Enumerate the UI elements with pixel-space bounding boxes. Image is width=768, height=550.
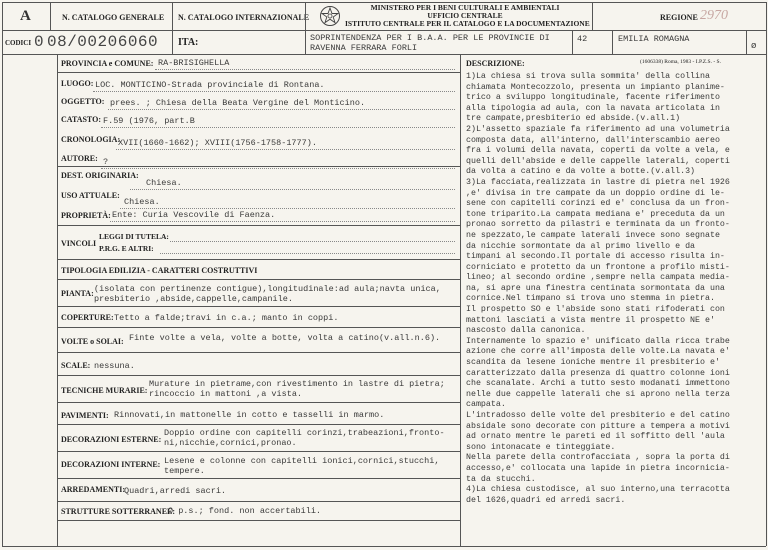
tecniche-line <box>57 402 460 403</box>
dec-interne-label: DECORAZIONI INTERNE: <box>61 460 161 469</box>
proprieta-label: PROPRIETÀ: <box>61 211 111 220</box>
dec-esterne-label: DECORAZIONI ESTERNE: <box>61 435 162 444</box>
descrizione-line: timpani al secondo.Il portale di accesso risulta in- <box>466 252 725 262</box>
descrizione-line: na, si apre una finestra centinata sormontata da una <box>466 283 725 293</box>
tipologia-heading: TIPOLOGIA EDILIZIA - CARATTERI COSTRUTTIVI <box>61 266 258 275</box>
descrizione-line: caratterizzato dalla presenza di quattro colonne ioni <box>466 368 730 378</box>
cronologia-label: CRONOLOGIA: <box>61 135 121 144</box>
autore-label: AUTORE: <box>61 154 98 163</box>
descrizione-line: del 1626,quadri ed arredi sacri. <box>466 495 626 505</box>
descrizione-line: Il prospetto SO e l'abside sono stati rifoderati con <box>466 305 725 315</box>
row2-divider-4 <box>612 30 613 54</box>
arredamenti-value: Quadri,arredi sacri. <box>124 486 227 496</box>
codici-prefix: 0 <box>34 33 44 51</box>
descrizione-line: trico a sviluppo longitudinale, facente riferimento <box>466 93 720 103</box>
provincia-rule <box>155 69 455 70</box>
frame-right <box>766 2 767 546</box>
proprieta-value: Ente: Curia Vescovile di Faenza. <box>112 210 276 220</box>
scale-line <box>57 375 460 376</box>
soprintendenza-line-1: SOPRINTENDENZA PER I B.A.A. PER LE PROVINCIE DI <box>310 33 550 43</box>
descrizione-line: azione che corre all'imposta delle volte.La navata e' <box>466 347 730 357</box>
luogo-rule <box>93 91 455 92</box>
dest-originaria-value: Chiesa. <box>146 178 182 188</box>
header-divider-3 <box>305 2 306 30</box>
row2-bottom-line <box>2 54 766 55</box>
catasto-label: CATASTO: <box>61 115 102 124</box>
header-divider-2 <box>172 2 173 30</box>
descrizione-label: DESCRIZIONE: <box>466 59 525 68</box>
descrizione-line: 1)La chiesa si trova sulla sommita' della collina <box>466 72 710 81</box>
row2-divider-3 <box>572 30 573 54</box>
volte-line <box>57 352 460 353</box>
descrizione-line: chiamata Montecozzolo, presenta un impianto planime- <box>466 82 725 92</box>
descrizione-line: nascosto dalla canonica. <box>466 326 586 336</box>
regione-label: REGIONE <box>660 13 698 22</box>
dec-interne-value-2: tempere. <box>164 466 205 476</box>
descrizione-line: quelli dell'abside e delle cappelle laterali, coperti <box>466 156 730 166</box>
descrizione-line: sono intonacate e tinteggiate. <box>466 442 616 452</box>
descrizione-line: nelle due cappelle laterali che si aprono nella terza <box>466 389 730 399</box>
arredamenti-label: ARREDAMENTI: <box>61 485 125 494</box>
vincoli-label: VINCOLI <box>61 239 97 248</box>
tipologia-line <box>57 279 460 280</box>
coperture-line <box>57 327 460 328</box>
row2-divider-5 <box>746 30 747 54</box>
dest-originaria-label: DEST. ORIGINARIA: <box>61 171 139 180</box>
ita-label: ITA: <box>178 37 199 48</box>
tecniche-value-1: Murature in pietrame,con rivestimento in lastre di pietra; <box>149 379 445 389</box>
strutture-label: STRUTTURE SOTTERRANEE: <box>61 507 176 516</box>
descrizione-line: tone triparito.La campata mediana e' preceduta da un <box>466 209 725 219</box>
sheet-letter: A <box>20 8 31 24</box>
descrizione-line: ne spezzato,le campate laterali invece sono segnate <box>466 230 720 240</box>
descrizione-line: che scanalate. Archi a tutto sesto modanati immettono <box>466 379 730 389</box>
header-divider-4 <box>592 2 593 30</box>
header-divider-1 <box>50 2 51 30</box>
pianta-line <box>57 306 460 307</box>
frame-left <box>2 2 3 546</box>
state-emblem-icon <box>319 5 341 27</box>
descrizione-line: Nella parete della controfacciata , sopra la porta di <box>466 453 730 463</box>
descrizione-line: 2)L'assetto spaziale fa riferimento ad una volumetria <box>466 124 730 134</box>
slash-mark: ø <box>751 41 757 51</box>
descrizione-line: ad ornato mentre le pareti ed il soffitto dell 'aula <box>466 432 725 442</box>
descrizione-line: pronao sorretto da pilastri e terminata da un fronto- <box>466 220 730 230</box>
dec-interne-value-1: Lesene e colonne con capitelli ionici,cornici,stucchi, <box>164 456 440 466</box>
descrizione-line: 4)La chiesa custodisce, al suo interno,una terracotta <box>466 485 730 495</box>
tecniche-label: TECNICHE MURARIE: <box>61 386 148 395</box>
codici-number: 08/00206060 <box>47 33 159 51</box>
row2-divider-2 <box>305 30 306 54</box>
volte-value: Finte volte a vela, volte a botte, volta a catino(v.all.n.6). <box>129 333 441 343</box>
descrizione-line: cornice.Nel timpano si trova uno stemma in pietra. <box>466 294 715 304</box>
cat-generale-label: N. CATALOGO GENERALE <box>62 13 165 22</box>
descrizione-line: ,e' divisa in tre campate da un doppio ordine di le- <box>466 188 725 198</box>
proprieta-rule <box>110 221 455 222</box>
arredamenti-line <box>57 501 460 502</box>
vincoli-line <box>57 259 460 260</box>
frame-bottom <box>2 546 766 547</box>
catasto-value: F.59 (1976, part.B <box>103 116 195 126</box>
cat-internazionale-label: N. CATALOGO INTERNAZIONALE <box>178 13 310 22</box>
provincia-value: RA-BRISIGHELLA <box>158 58 230 68</box>
provincia-label: PROVINCIA e COMUNE: <box>61 59 154 68</box>
strutture-line <box>57 520 460 521</box>
descrizione-line: accesso,e' collocata una lapide in pietra incornicia- <box>466 463 730 473</box>
catasto-rule <box>101 127 455 128</box>
strutture-value: O p.s.; fond. non accertabili. <box>168 506 322 516</box>
autore-line <box>57 166 460 167</box>
descrizione-line: L'intradosso delle volte del presbiterio e del catino <box>466 411 730 420</box>
descrizione-line: scandita da lesene ioniche mentre il presbiterio e' <box>466 358 720 368</box>
coperture-label: COPERTURE: <box>61 313 114 322</box>
ministry-line-1: MINISTERO PER I BENI CULTURALI E AMBIENTALI <box>370 3 560 12</box>
autore-rule <box>101 168 455 169</box>
uso-rule <box>120 208 455 209</box>
descrizione-line: composta data, all'interno, dall'interscambio aereo <box>466 135 720 145</box>
region-name: EMILIA ROMAGNA <box>618 34 690 44</box>
pavimenti-label: PAVIMENTI: <box>61 411 109 420</box>
pianta-label: PIANTA: <box>61 289 94 298</box>
dec-esterne-line <box>57 451 460 452</box>
pianta-value-1: (isolata con pertinenze contigue),longitudinale:ad aula;navta unica, <box>94 284 441 294</box>
row2-divider-1 <box>172 30 173 54</box>
prg-rule <box>160 253 455 254</box>
uso-attuale-label: USO ATTUALE: <box>61 191 120 200</box>
provincia-line <box>57 72 460 73</box>
oggetto-rule <box>108 109 455 110</box>
pavimenti-line <box>57 424 460 425</box>
oggetto-value: prees. ; Chiesa della Beata Vergine del Monticino. <box>110 98 366 108</box>
descrizione-line: ta da stucchi. <box>466 474 536 484</box>
cronologia-rule <box>116 149 455 150</box>
descrizione-text <box>466 72 762 506</box>
coperture-value: Tetto a falde;travi in c.a.; manto in coppi. <box>114 313 339 323</box>
dec-esterne-value-1: Doppio ordine con capitelli corinzi,trabeazioni,fronto- <box>164 428 445 438</box>
pavimenti-value: Rinnovati,in mattonelle in cotto e tasselli in marmo. <box>114 410 385 420</box>
descrizione-line: 3)La facciata,realizzata in lastre di pietra nel 1926 <box>466 177 730 187</box>
volte-label: VOLTE o SOLAI: <box>61 337 124 346</box>
autore-value: ? <box>103 157 109 167</box>
descrizione-line: sene con capitelli corinzi ed e' conclusa da un fron- <box>466 199 730 209</box>
oggetto-label: OGGETTO: <box>61 97 105 106</box>
proprieta-line <box>57 225 460 226</box>
descrizione-line: lineo; al secondo ordine ,sempre nella campata media- <box>466 273 730 283</box>
left-margin-line <box>57 54 58 546</box>
descrizione-line: absidale sono decorate con pitture a tempera a motivi <box>466 421 730 431</box>
pianta-value-2: presbiterio ,abside,cappelle,campanile. <box>94 294 293 304</box>
tecniche-value-2: rincoccio in mattoni ,a vista. <box>149 389 303 399</box>
uso-attuale-value: Chiesa. <box>124 197 160 207</box>
prg-label: P.R.G. E ALTRI: <box>99 244 154 253</box>
leggi-rule <box>170 241 455 242</box>
cronologia-value: XVII(1660-1662); XVIII(1756-1758-1777). <box>118 138 317 148</box>
scale-label: SCALE: <box>61 361 91 370</box>
region-code: 42 <box>577 34 588 44</box>
descrizione-line: fra i volumi della navata, coperti da volte a vela, e <box>466 146 730 156</box>
descrizione-line: corniciato e protetto da un frontone a profilo misti- <box>466 262 730 272</box>
descrizione-line: da volta a catino e da volte a botte.(v.all.3) <box>466 167 696 177</box>
ministry-line-3: ISTITUTO CENTRALE PER IL CATALOGO E LA DOCUMENTAZIONE <box>345 19 590 28</box>
header-bottom-line <box>2 30 766 31</box>
descrizione-line: da nicchie sormontate da al primo livello e da <box>466 241 696 251</box>
luogo-value: LOC. MONTICINO-Strada provinciale di Rontana. <box>95 80 325 90</box>
descrizione-line: Internamente lo spazio e' unificato dalla ricca trabe <box>466 336 730 346</box>
descrizione-line: mattoni lasciati a vista mentre il prospetto NE e' <box>466 315 715 325</box>
dec-esterne-value-2: ni,nicchie,cornici,pronao. <box>164 438 297 448</box>
codici-label: CODICI <box>5 39 32 47</box>
scale-value: nessuna. <box>94 361 135 371</box>
dec-interne-line <box>57 478 460 479</box>
soprintendenza-line-2: RAVENNA FERRARA FORLI <box>310 43 418 53</box>
luogo-label: LUOGO: <box>61 79 94 88</box>
main-split-line <box>460 54 461 546</box>
ministry-heading <box>345 3 590 28</box>
ministry-line-2: UFFICIO CENTRALE <box>427 11 503 20</box>
descrizione-line: alla tipologia ad aula, con la navata articolata in <box>466 103 720 113</box>
descrizione-line: campata. <box>466 400 506 410</box>
dest-rule <box>130 189 455 190</box>
regione-handwritten-number: 2970 <box>700 8 728 23</box>
print-note: (1606338) Roma, 1983 - I.P.Z.S. - S. <box>640 59 721 65</box>
descrizione-line: tre campate,presbiterio ed abside.(v.all.1) <box>466 114 681 124</box>
leggi-tutela-label: LEGGI DI TUTELA: <box>99 232 169 241</box>
